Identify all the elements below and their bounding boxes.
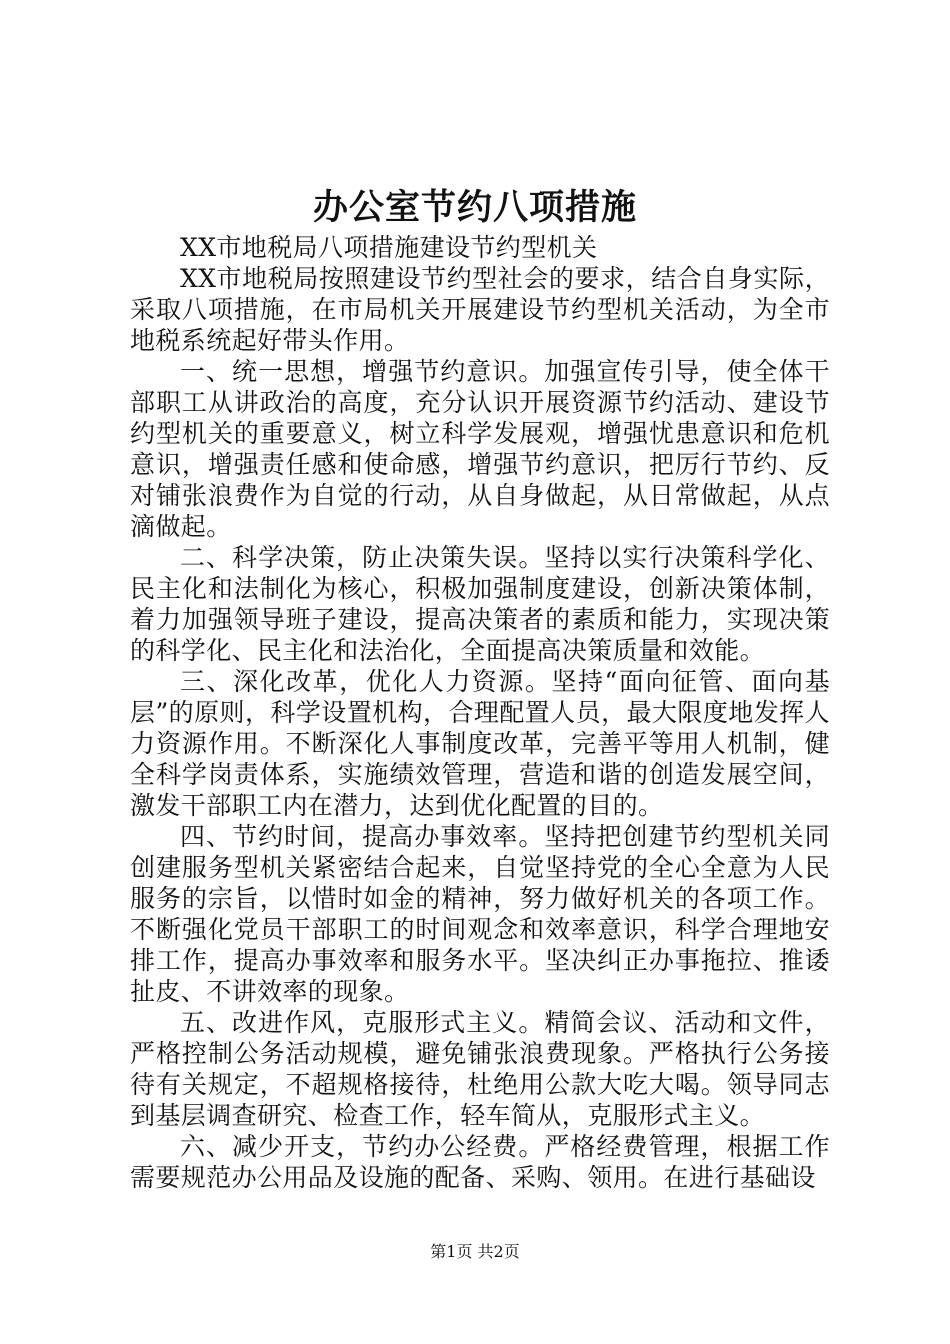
- paragraph-measure-4: 四、节约时间，提高办事效率。坚持把创建节约型机关同创建服务型机关紧密结合起来，自觉坚持党的全心全意为人民服务的宗旨，以惜时如金的精神，努力做好机关的各项工作。不断强化党员干部职工的时间观念和效率意识，科学合理地安排工作，提高办事效率和服务水平。坚决纠正办事拖拉、推诿扯皮、不讲效率的现象。: [130, 822, 830, 1006]
- paragraph-intro: XX市地税局按照建设节约型社会的要求，结合自身实际，采取八项措施，在市局机关开展建设节约型机关活动，为全市地税系统起好带头作用。: [130, 264, 830, 355]
- paragraph-measure-5: 五、改进作风，克服形式主义。精简会议、活动和文件，严格控制公务活动规模，避免铺张浪费现象。严格执行公务接待有关规定，不超规格接待，杜绝用公款大吃大喝。领导同志到基层调查研究、检查工作，轻车简从，克服形式主义。: [130, 1008, 830, 1130]
- paragraph-measure-2: 二、科学决策，防止决策失误。坚持以实行决策科学化、民主化和法制化为核心，积极加强制度建设，创新决策体制，着力加强领导班子建设，提高决策者的素质和能力，实现决策的科学化、民主化和法治化，全面提高决策质量和效能。: [130, 543, 830, 665]
- page-footer: 第1页 共2页: [430, 1242, 520, 1261]
- paragraph-measure-1: 一、统一思想，增强节约意识。加强宣传引导，使全体干部职工从讲政治的高度，充分认识开展资源节约活动、建设节约型机关的重要意义，树立科学发展观，增强忧患意识和危机意识，增强责任感和使命感，增强节约意识，把厉行节约、反对铺张浪费作为自觉的行动，从自身做起，从日常做起，从点滴做起。: [130, 357, 830, 541]
- document-body: [130, 232, 830, 1193]
- paragraph-subtitle: XX市地税局八项措施建设节约型机关: [180, 233, 598, 262]
- document-title: 办公室节约八项措施: [312, 187, 637, 228]
- paragraph-measure-3: 三、深化改革，优化人力资源。坚持“面向征管、面向基层”的原则，科学设置机构，合理配置人员，最大限度地发挥人力资源作用。不断深化人事制度改革，完善平等用人机制，健全科学岗责体系，实施绩效管理，营造和谐的创造发展空间，激发干部职工内在潜力，达到优化配置的目的。: [130, 667, 830, 820]
- paragraph-measure-6: 六、减少开支，节约办公经费。严格经费管理，根据工作需要规范办公用品及设施的配备、采购、领用。在进行基础设: [130, 1132, 830, 1192]
